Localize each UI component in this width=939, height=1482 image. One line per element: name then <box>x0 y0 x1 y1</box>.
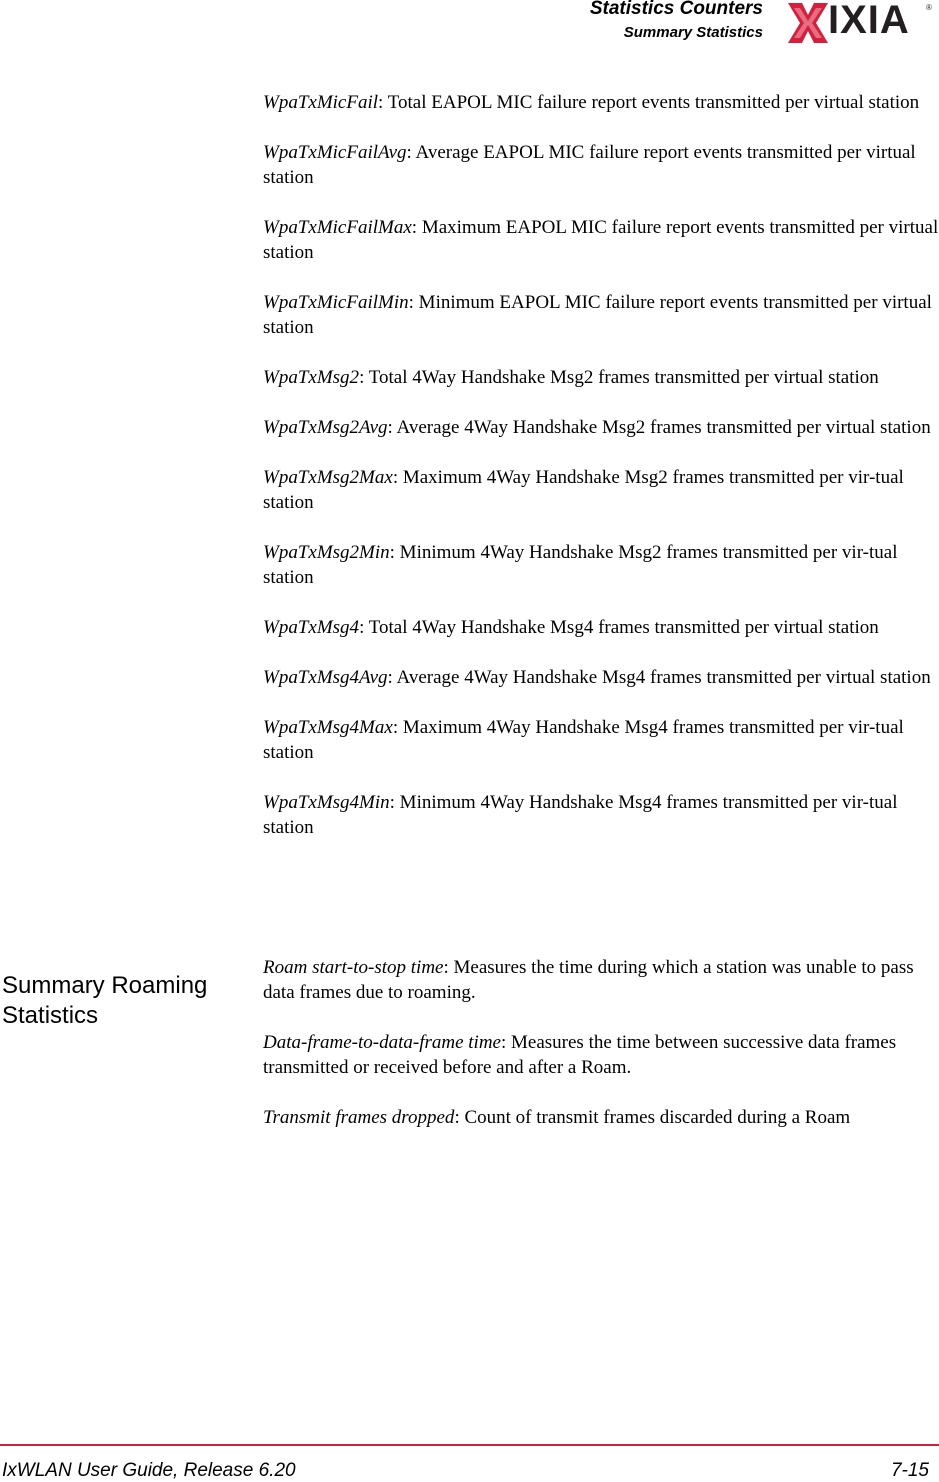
registered-mark: ® <box>926 3 932 12</box>
running-header-subtitle: Summary Statistics <box>623 24 763 41</box>
counter-description: : Total 4Way Handshake Msg2 frames transmitted per virtual station <box>359 367 879 388</box>
counter-description: : Average 4Way Handshake Msg2 frames transmitted per virtual station <box>387 417 931 438</box>
page-number: 7-15 <box>890 1460 929 1481</box>
counter-term: WpaTxMsg2Max <box>263 467 393 488</box>
counter-description: : Total EAPOL MIC failure report events transmitted per virtual station <box>378 92 920 113</box>
counter-description: : Maximum EAPOL MIC failure report events transmitted per virtual station <box>263 217 939 263</box>
list-item <box>263 615 939 640</box>
counter-description: : Total 4Way Handshake Msg4 frames transmitted per virtual station <box>359 617 879 638</box>
list-item <box>263 290 939 340</box>
counter-description: : Count of transmit frames discarded during a Roam <box>454 1107 851 1128</box>
counter-term: WpaTxMsg4Avg <box>263 667 388 688</box>
counter-description: : Maximum 4Way Handshake Msg4 frames transmitted per vir-tual station <box>263 717 904 763</box>
running-header-title: Statistics Counters <box>589 0 763 19</box>
list-item <box>263 955 939 1005</box>
wpa-counter-list <box>263 90 939 865</box>
list-item <box>263 415 939 440</box>
counter-description: : Measures the time during which a station was unable to pass data frames due to roaming. <box>263 957 914 1003</box>
list-item <box>263 215 939 265</box>
list-item <box>263 790 939 840</box>
counter-term: WpaTxMicFailAvg <box>263 142 407 163</box>
list-item <box>263 365 939 390</box>
list-item <box>263 540 939 590</box>
counter-term: WpaTxMsg2Avg <box>263 417 388 438</box>
section-heading: Summary Roaming Statistics <box>2 971 208 1029</box>
list-item <box>263 1105 939 1130</box>
counter-description: : Minimum 4Way Handshake Msg2 frames transmitted per vir-tual station <box>263 542 898 588</box>
counter-term: Data-frame-to-data-frame time <box>263 1032 501 1053</box>
counter-description: : Average EAPOL MIC failure report events transmitted per virtual station <box>263 142 916 188</box>
counter-description: : Measures the time between successive data frames transmitted or received before and after a Roam. <box>263 1032 897 1078</box>
ixia-logo <box>786 0 936 46</box>
counter-term: Roam start-to-stop time <box>263 957 444 978</box>
footer-divider <box>0 1444 939 1446</box>
counter-description: : Minimum EAPOL MIC failure report events transmitted per virtual station <box>263 292 932 338</box>
counter-term: WpaTxMsg2 <box>263 367 360 388</box>
counter-description: : Average 4Way Handshake Msg4 frames transmitted per virtual station <box>387 667 931 688</box>
list-item <box>263 665 939 690</box>
ixia-x-mark-icon <box>786 0 830 46</box>
counter-description: : Minimum 4Way Handshake Msg4 frames transmitted per vir-tual station <box>263 792 898 838</box>
counter-term: Transmit frames dropped <box>263 1107 455 1128</box>
counter-term: WpaTxMicFail <box>263 92 379 113</box>
footer-guide-title: IxWLAN User Guide, Release 6.20 <box>2 1460 296 1481</box>
list-item <box>263 465 939 515</box>
counter-term: WpaTxMicFailMin <box>263 292 409 313</box>
counter-description: : Maximum 4Way Handshake Msg2 frames transmitted per vir-tual station <box>263 467 904 513</box>
counter-term: WpaTxMsg2Min <box>263 542 390 563</box>
counter-term: WpaTxMsg4Min <box>263 792 390 813</box>
roaming-statistics-list <box>263 955 939 1155</box>
list-item <box>263 715 939 765</box>
counter-term: WpaTxMsg4Max <box>263 717 393 738</box>
counter-term: WpaTxMsg4 <box>263 617 360 638</box>
list-item <box>263 90 939 115</box>
list-item <box>263 140 939 190</box>
counter-term: WpaTxMicFailMax <box>263 217 412 238</box>
list-item <box>263 1030 939 1080</box>
ixia-logo-text: IXIA <box>828 0 910 42</box>
